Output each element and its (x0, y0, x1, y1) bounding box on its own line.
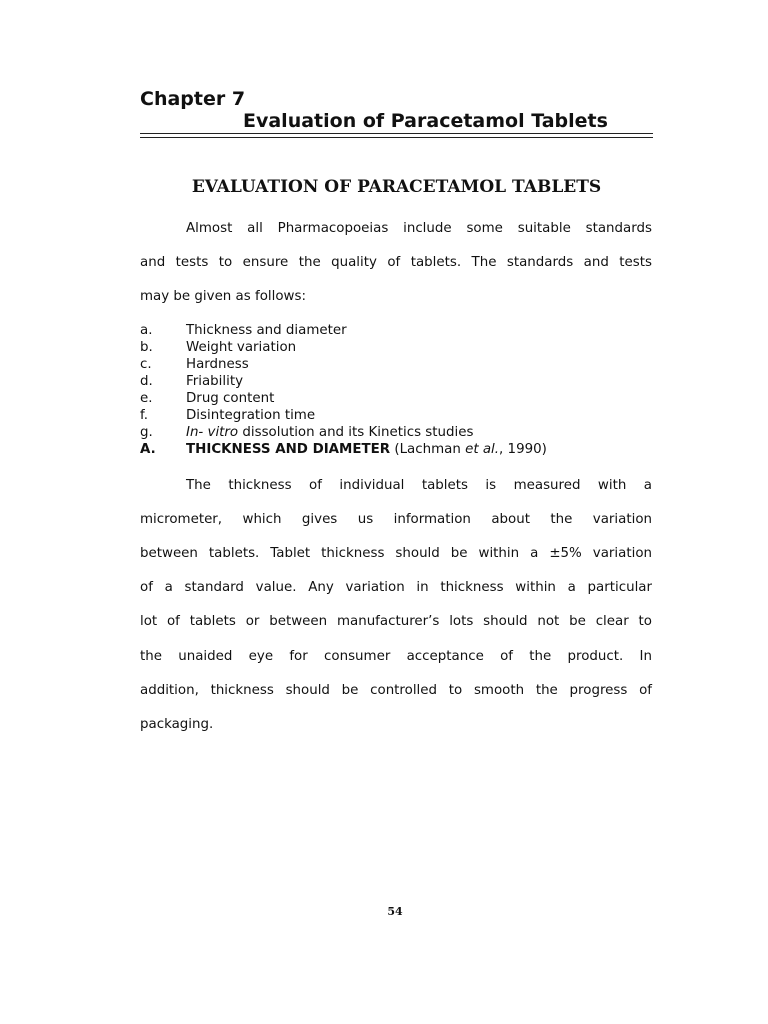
chapter-label: Chapter 7 (140, 88, 246, 110)
list-item (140, 407, 660, 424)
list-item (140, 356, 660, 373)
list-item-marker: b. (140, 340, 153, 355)
list-item-text (186, 424, 473, 441)
subsection-heading (140, 441, 660, 458)
thickness-paragraph-line: packaging. (140, 717, 214, 732)
thickness-paragraph-line: micrometer, which gives us information about the variation (140, 512, 652, 527)
citation-close: , 1990) (499, 442, 547, 457)
list-item-text: Drug content (186, 391, 275, 406)
list-item-marker: e. (140, 391, 153, 406)
list-item (140, 322, 660, 339)
list-item-marker: f. (140, 408, 148, 423)
list-item-text: Hardness (186, 357, 249, 372)
list-item-text: Disintegration time (186, 408, 316, 423)
list-item-marker: d. (140, 374, 153, 389)
citation-open: (Lachman (390, 442, 466, 457)
list-item (140, 390, 660, 407)
subsection-title: THICKNESS AND DIAMETER (186, 442, 391, 457)
list-item-text-italic: In- vitro (186, 425, 239, 440)
list-item (140, 424, 660, 441)
header-rule-bottom (140, 137, 653, 138)
subsection-heading-text (186, 441, 547, 458)
list-item-marker: a. (140, 323, 153, 338)
list-item (140, 339, 660, 356)
thickness-paragraph-line: of a standard value. Any variation in thickness within a particular (140, 580, 652, 595)
page-number: 54 (387, 905, 403, 918)
list-item (140, 373, 660, 390)
thickness-paragraph-line: addition, thickness should be controlled to smooth the progress of (140, 683, 652, 698)
list-item-marker: c. (140, 357, 152, 372)
subsection-marker: A. (140, 442, 156, 457)
section-heading: EVALUATION OF PARACETAMOL TABLETS (191, 177, 602, 197)
citation-italic: et al. (465, 442, 500, 457)
intro-paragraph-line: and tests to ensure the quality of tablets. The standards and tests (140, 255, 652, 270)
chapter-title: Evaluation of Paracetamol Tablets (243, 110, 608, 132)
list-item-text: Weight variation (186, 340, 297, 355)
list-item-text: Friability (186, 374, 243, 389)
intro-paragraph-line: may be given as follows: (140, 289, 306, 304)
thickness-paragraph-line: between tablets. Tablet thickness should be within a ±5% variation (140, 546, 652, 561)
thickness-paragraph-line: the unaided eye for consumer acceptance of the product. In (140, 649, 652, 664)
intro-paragraph-line: Almost all Pharmacopoeias include some suitable standards (186, 221, 652, 236)
list-item-text: Thickness and diameter (186, 323, 347, 338)
list-item-text-rest: dissolution and its Kinetics studies (238, 425, 474, 440)
thickness-paragraph-line: lot of tablets or between manufacturer’s lots should not be clear to (140, 614, 652, 629)
header-rule-top (140, 133, 653, 134)
list-item-marker: g. (140, 425, 153, 440)
thickness-paragraph-line: The thickness of individual tablets is measured with a (186, 478, 652, 493)
